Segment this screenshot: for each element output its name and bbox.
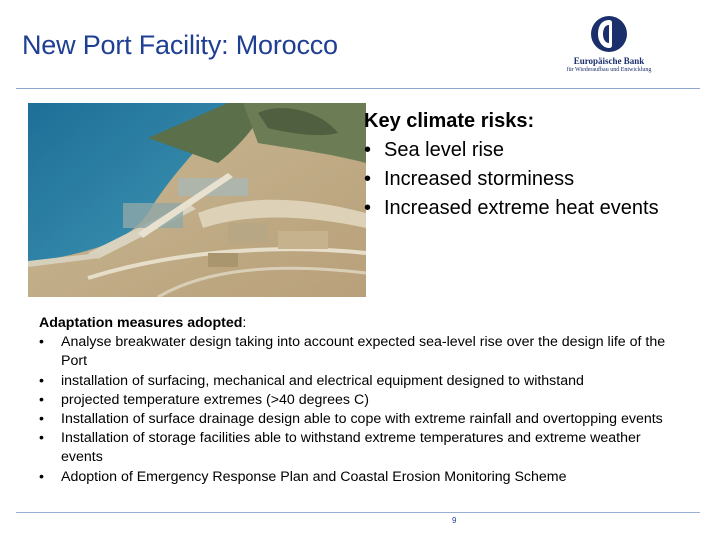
adaptation-item: • installation of surfacing, mechanical and electrical equipment designed to withstand xyxy=(39,372,679,391)
risk-item: • Increased storminess xyxy=(364,165,704,194)
adaptation-item: • Installation of storage facilities able to withstand extreme temperatures and extreme weather events xyxy=(39,429,679,467)
bank-logo xyxy=(553,14,665,80)
adaptation-measures xyxy=(39,314,679,487)
bank-emblem-icon xyxy=(589,14,629,54)
risks-heading: Key climate risks: xyxy=(364,110,535,132)
bank-logo-name: Europäische Bank xyxy=(573,56,645,66)
key-climate-risks xyxy=(364,107,704,223)
adaptation-heading xyxy=(39,314,679,333)
risk-item: • Sea level rise xyxy=(364,136,704,165)
footer-divider xyxy=(16,512,700,513)
slide-title: New Port Facility: Morocco xyxy=(22,30,338,60)
bank-logo-subtitle: für Wiederaufbau und Entwicklung xyxy=(566,67,652,73)
adaptation-item: • Analyse breakwater design taking into account expected sea-level rise over the design life of the Port xyxy=(39,333,679,371)
page-number: 9 xyxy=(452,516,457,525)
adaptation-item: • projected temperature extremes (>40 degrees C) xyxy=(39,391,679,410)
adaptation-heading-colon: : xyxy=(242,315,247,331)
adaptation-item: • Adoption of Emergency Response Plan and Coastal Erosion Monitoring Scheme xyxy=(39,468,679,487)
port-aerial-photo xyxy=(28,103,366,297)
adaptation-heading-text: Adaptation measures adopted xyxy=(39,315,243,331)
adaptation-item: • Installation of surface drainage design able to cope with extreme rainfall and overtopping events xyxy=(39,410,679,429)
title-divider xyxy=(16,88,700,89)
risk-item: • Increased extreme heat events xyxy=(364,194,704,223)
